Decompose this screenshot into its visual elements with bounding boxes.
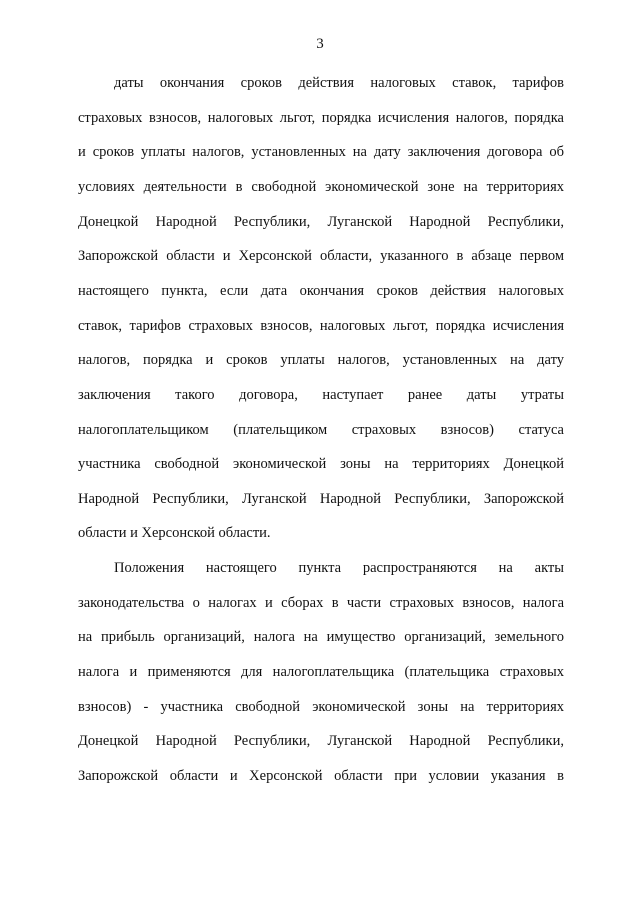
paragraph-1-line: Запорожской области и Херсонской области, указанного в абзаце первом [78, 248, 564, 264]
paragraph-1-line: и сроков уплаты налогов, установленных на дату заключения договора об [78, 144, 564, 160]
paragraph-1-line: настоящего пункта, если дата окончания сроков действия налоговых [78, 283, 564, 299]
page-number: 3 [316, 36, 324, 52]
paragraph-2-line: Запорожской области и Херсонской области при условии указания в [78, 768, 564, 784]
paragraph-1-line: области и Херсонской области. [78, 525, 271, 541]
paragraph-1-line: даты окончания сроков действия налоговых ставок, тарифов [114, 75, 564, 91]
paragraph-1-line: заключения такого договора, наступает ранее даты утраты [78, 387, 564, 403]
paragraph-2-line: Положения настоящего пункта распространяются на акты [114, 560, 564, 576]
paragraph-2-line: налога и применяются для налогоплательщика (плательщика страховых [78, 664, 564, 680]
paragraph-1-line: налогов, порядка и сроков уплаты налогов, установленных на дату [78, 352, 564, 368]
paragraph-1-line: условиях деятельности в свободной экономической зоне на территориях [78, 179, 564, 195]
paragraph-2-line: на прибыль организаций, налога на имущество организаций, земельного [78, 629, 564, 645]
paragraph-2-line: законодательства о налогах и сборах в части страховых взносов, налога [78, 595, 564, 611]
paragraph-1-line: ставок, тарифов страховых взносов, налоговых льгот, порядка исчисления [78, 318, 564, 334]
paragraph-1-line: Народной Республики, Луганской Народной Республики, Запорожской [78, 491, 564, 507]
paragraph-1-line: Донецкой Народной Республики, Луганской Народной Республики, [78, 214, 564, 230]
paragraph-1-line: страховых взносов, налоговых льгот, порядка исчисления налогов, порядка [78, 110, 564, 126]
paragraph-1-line: налогоплательщиком (плательщиком страховых взносов) статуса [78, 422, 564, 438]
paragraph-1-line: участника свободной экономической зоны на территориях Донецкой [78, 456, 564, 472]
paragraph-2-line: взносов) - участника свободной экономической зоны на территориях [78, 699, 564, 715]
paragraph-2-line: Донецкой Народной Республики, Луганской Народной Республики, [78, 733, 564, 749]
